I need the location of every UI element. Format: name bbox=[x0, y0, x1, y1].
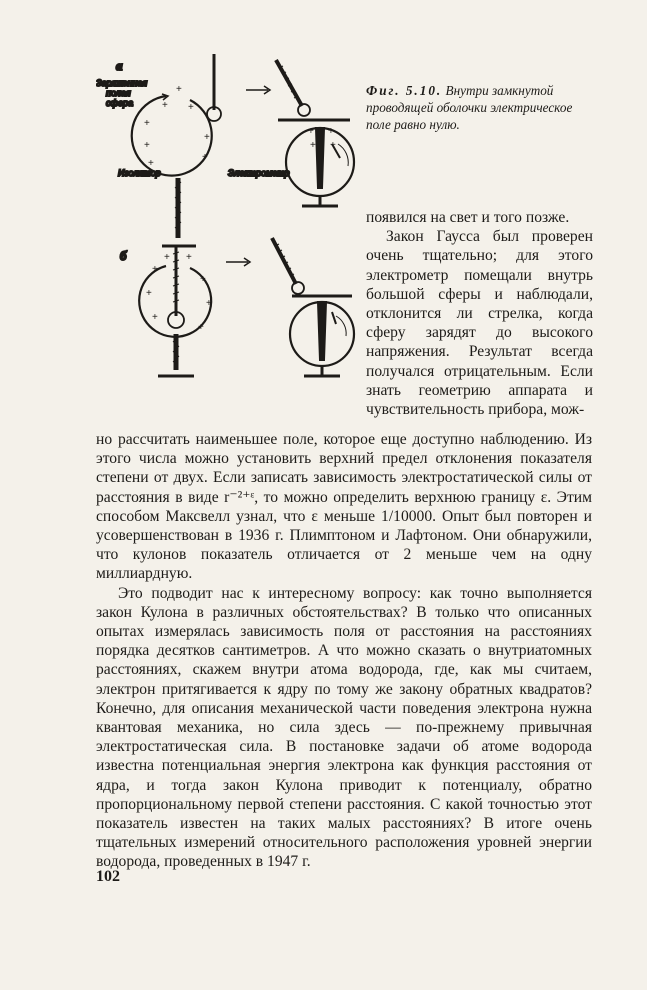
electrometer-label: Электрометр bbox=[228, 168, 290, 178]
svg-text:+: + bbox=[188, 102, 194, 113]
svg-text:+: + bbox=[164, 252, 170, 263]
svg-text:+: + bbox=[144, 118, 150, 129]
svg-text:+: + bbox=[152, 264, 158, 275]
page-number: 102 bbox=[96, 868, 120, 885]
svg-text:+: + bbox=[328, 126, 334, 137]
electrometer-sphere-illustration bbox=[96, 48, 361, 438]
svg-text:+: + bbox=[310, 140, 316, 151]
insulator-label: Изолятор bbox=[118, 168, 161, 178]
body-paragraph-2: Это подводит нас к интересному вопросу: как точно выполняется закон Кулона в различных обстоятельствах? В только что описанных опытах измерялась зависимость поля от расстояния на расстояниях порядка десятков сантиметров. А что можно сказать о внутриатомных расстояниях, скажем внутри атома водорода, где, как мы считаем, электрон притягивается к ядру по тому же закону обратных квадратов? Конечно, для описания механической части поведения электрона нужна квантовая механика, но сила здесь — по-прежнему привычная электростатическая сила. В постановке задачи об атоме водорода известна потенциальная энергия электрона как функция расстояния от ядра, и тогда закон Кулона приводит к потенциалу, обратно пропорциональному первой степени расстояния. С какой точностью этот показатель известен на таких малых расстояниях? В итоге очень тщательных измерений относительного расположения уровней энергии водорода, проведенных в 1947 г. bbox=[96, 584, 592, 871]
side-paragraph-2: Закон Гаусса был проверен очень тщательно; для этого электрометр помещали внутрь большой сферы и наблюдали, отклонится ли стрелка, когда сферу зарядят до высокого напряжения. Результат всегда получался отрицательным. Если знать геометрию аппарата и чувствительность прибора, мож- bbox=[366, 228, 593, 419]
main-text bbox=[96, 430, 592, 872]
body-paragraph-1: но рассчитать наименьшее поле, которое еще доступно наблюдению. Из этого числа можно установить верхний предел отклонения показателя степени от двух. Если записать зависимость электростатической силы от расстояния в виде r⁻²⁺ᵋ, то можно определить верхнюю границу ε. Этим способом Максвелл узнал, что ε меньше 1/10000. Опыт был повторен и усовершенствован в 1936 г. Плимптоном и Лафтоном. Они обнаружили, что кулонов показатель отличается от 2 меньше чем на одну миллиардную. bbox=[96, 431, 592, 583]
sphere-label-line2: полая bbox=[106, 88, 131, 98]
svg-text:+: + bbox=[152, 312, 158, 323]
svg-text:+: + bbox=[186, 252, 192, 263]
svg-text:+: + bbox=[308, 126, 314, 137]
svg-text:+: + bbox=[144, 140, 150, 151]
sphere-label-line1: Заряженная bbox=[96, 78, 148, 88]
svg-text:+: + bbox=[198, 322, 204, 333]
sphere-label-line3: сфера bbox=[106, 98, 134, 108]
svg-text:+: + bbox=[162, 100, 168, 111]
part-a-label: а bbox=[116, 58, 123, 73]
svg-text:+: + bbox=[176, 84, 182, 95]
figure-caption bbox=[366, 82, 598, 133]
figure-5-10 bbox=[96, 48, 361, 438]
svg-text:+: + bbox=[148, 158, 154, 169]
svg-text:+: + bbox=[330, 140, 336, 151]
caption-text: Внутри замкнутой проводящей оболочки электрическое поле равно нулю. bbox=[366, 83, 573, 132]
part-b-label: б bbox=[120, 248, 127, 263]
side-text-column bbox=[366, 208, 593, 419]
svg-text:+: + bbox=[146, 288, 152, 299]
side-paragraph-1: появился на свет и того позже. bbox=[366, 209, 570, 226]
caption-label: Фиг. 5.10. bbox=[366, 83, 443, 98]
svg-text:+: + bbox=[204, 132, 210, 143]
svg-text:+: + bbox=[206, 298, 212, 309]
svg-text:+: + bbox=[202, 152, 208, 163]
svg-text:+: + bbox=[200, 274, 206, 285]
